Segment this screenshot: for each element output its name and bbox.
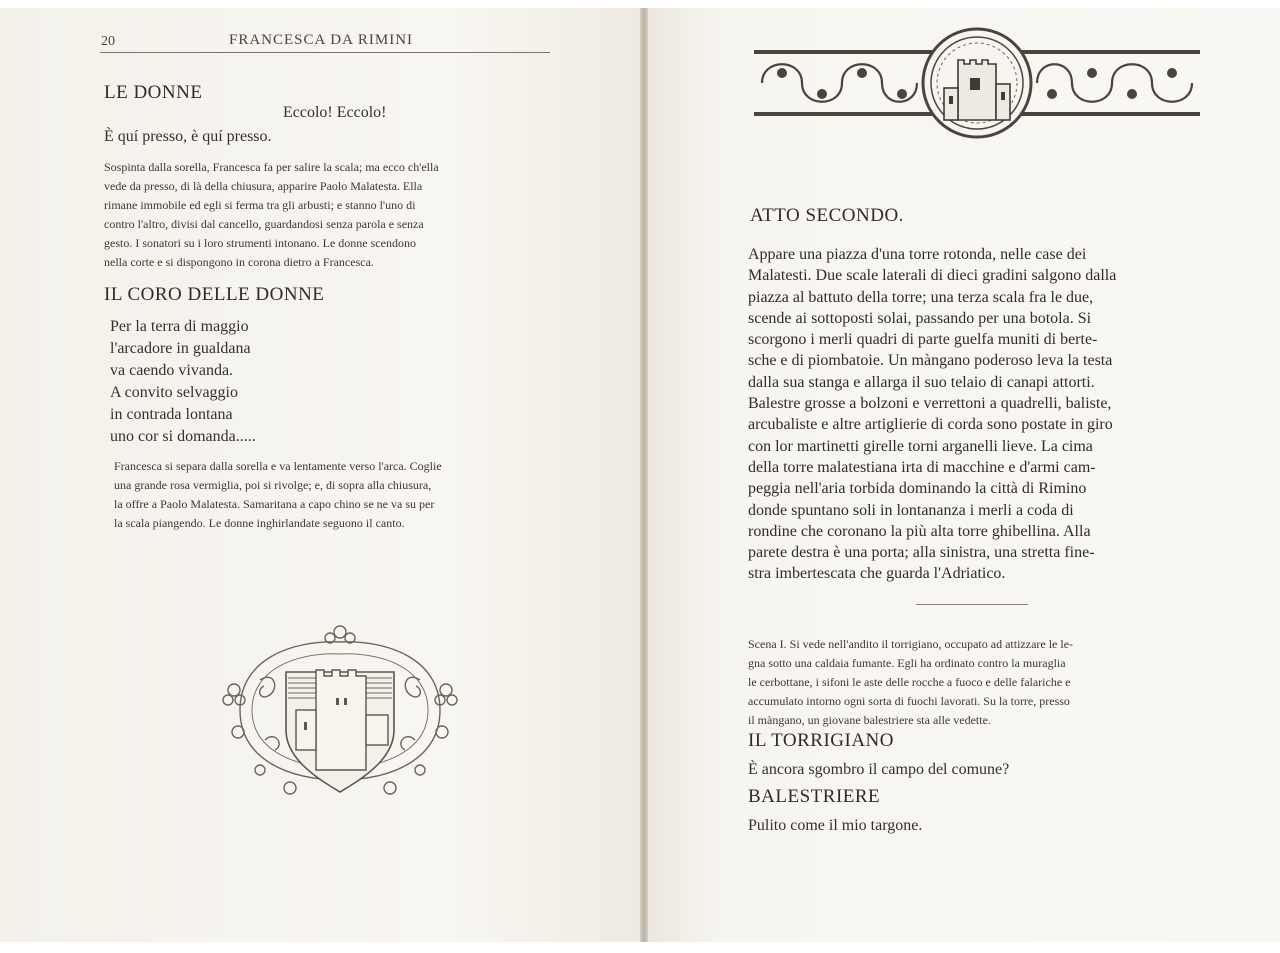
prose-line: parete destra è una porta; alla sinistra, una stretta fine-: [748, 544, 1095, 562]
prose-line: della torre malatestiana irta di macchine e d'armi cam-: [748, 458, 1096, 476]
page-number: 20: [101, 34, 115, 49]
stage-direction-1: [104, 158, 544, 272]
verse-line: uno cor si domanda.....: [110, 428, 256, 445]
speaker-le-donne: LE DONNE: [104, 82, 203, 103]
stage-line: una grande rosa vermiglia, poi si rivolge; e, di sopra alla chiusura,: [114, 478, 432, 492]
prose-line: donde spuntano soli in lontananza i merli a coda di: [748, 501, 1074, 519]
stage-line: accumulato intorno ogni sorta di fuochi lavorati. Su la torre, presso: [748, 694, 1070, 708]
stage-line: contro l'altro, divisi dal cancello, guardandosi senza parola e senza: [104, 217, 424, 231]
speaker-balestriere: BALESTRIERE: [748, 786, 881, 807]
prose-line: piazza al battuto della torre; una terza scala fra le due,: [748, 288, 1094, 306]
stage-line: la scala piangendo. Le donne inghirlandate seguono il canto.: [114, 516, 405, 530]
running-title: FRANCESCA DA RIMINI: [229, 32, 414, 48]
speaker-coro-delle-donne: IL CORO DELLE DONNE: [104, 284, 325, 305]
dialogue-line-torrigiano: È ancora sgombro il campo del comune?: [748, 761, 1010, 778]
prose-line: peggia nell'aria torbida dominando la città di Rimino: [748, 480, 1087, 498]
verse-line: A convito selvaggio: [110, 384, 238, 401]
prose-line: Balestre grosse a bolzoni e verrettoni a quadrelli, baliste,: [748, 395, 1112, 413]
verse-line: Per la terra di maggio: [110, 318, 249, 335]
prose-line: sche e di piombatoie. Un màngano poderoso leva la testa: [748, 352, 1113, 370]
prose-line: stra imbertescata che guarda l'Adriatico.: [748, 565, 1006, 583]
stage-line: il màngano, un giovane balestriere sta alle vedette.: [748, 713, 991, 727]
prose-line: scende ai sottoposti solai, passando per una botola. Si: [748, 309, 1092, 327]
coat-of-arms-ornament: [220, 620, 460, 800]
dialogue-line-presso: È quí presso, è quí presso.: [104, 128, 272, 145]
stage-line: nella corte e si dispongono in corona dietro a Francesca.: [104, 255, 374, 269]
prose-line: con lor martinetti girelle torni arganelli lieve. La cima: [748, 437, 1093, 455]
act-title: ATTO SECONDO.: [750, 205, 904, 226]
stage-line: gesto. I sonatori su i loro strumenti intonano. Le donne scendono: [104, 236, 416, 250]
dialogue-line-balestriere: Pulito come il mio targone.: [748, 817, 923, 834]
prose-line: scorgono i merli quadri di parte guelfa muniti di berte-: [748, 331, 1098, 349]
scene-note: [748, 635, 1198, 730]
book-gutter: [640, 8, 648, 942]
stage-line: Francesca si separa dalla sorella e va lentamente verso l'arca. Coglie: [114, 459, 442, 473]
verse-line: va caendo vivanda.: [110, 362, 234, 379]
section-divider: [916, 604, 1028, 605]
prose-line: arcubaliste e altre artiglierie di corda sono postate in giro: [748, 416, 1113, 434]
speaker-torrigiano: IL TORRIGIANO: [748, 730, 895, 751]
header-frieze-ornament: [752, 28, 1202, 138]
stage-line: vede da presso, di là della chiusura, apparire Paolo Malatesta. Ella: [104, 179, 423, 193]
stage-direction-2: [114, 457, 544, 533]
act-description: [748, 244, 1198, 585]
stage-line: gna sotto una caldaia fumante. Egli ha ordinato contro la muraglia: [748, 656, 1066, 670]
stage-line: le cerbottane, i sifoni le aste delle rocche a fuoco e delle falariche e: [748, 675, 1071, 689]
prose-line: rondine che coronano la più alta torre ghibellina. Alla: [748, 522, 1091, 540]
stage-line: Sospinta dalla sorella, Francesca fa per salire la scala; ma ecco ch'ella: [104, 160, 439, 174]
stage-line: Scena I. Si vede nell'andito il torrigiano, occupato ad attizzare le le-: [748, 637, 1074, 651]
stage-line: la offre a Paolo Malatesta. Samaritana a capo chino se ne va su per: [114, 497, 435, 511]
prose-line: Appare una piazza d'una torre rotonda, nelle case dei: [748, 246, 1087, 263]
verse-line: in contrada lontana: [110, 406, 233, 423]
stage-line: rimane immobile ed egli si ferma tra gli arbusti; e stanno l'uno di: [104, 198, 416, 212]
chorus-verses: [110, 316, 256, 448]
verse-line: l'arcadore in gualdana: [110, 340, 251, 357]
prose-line: dalla sua stanga e allarga il suo telaio di canapi attorti.: [748, 373, 1095, 391]
header-rule: [100, 52, 550, 53]
prose-line: Malatesti. Due scale laterali di dieci gradini salgono dalla: [748, 267, 1117, 285]
dialogue-line-eccolo: Eccolo! Eccolo!: [283, 104, 387, 121]
